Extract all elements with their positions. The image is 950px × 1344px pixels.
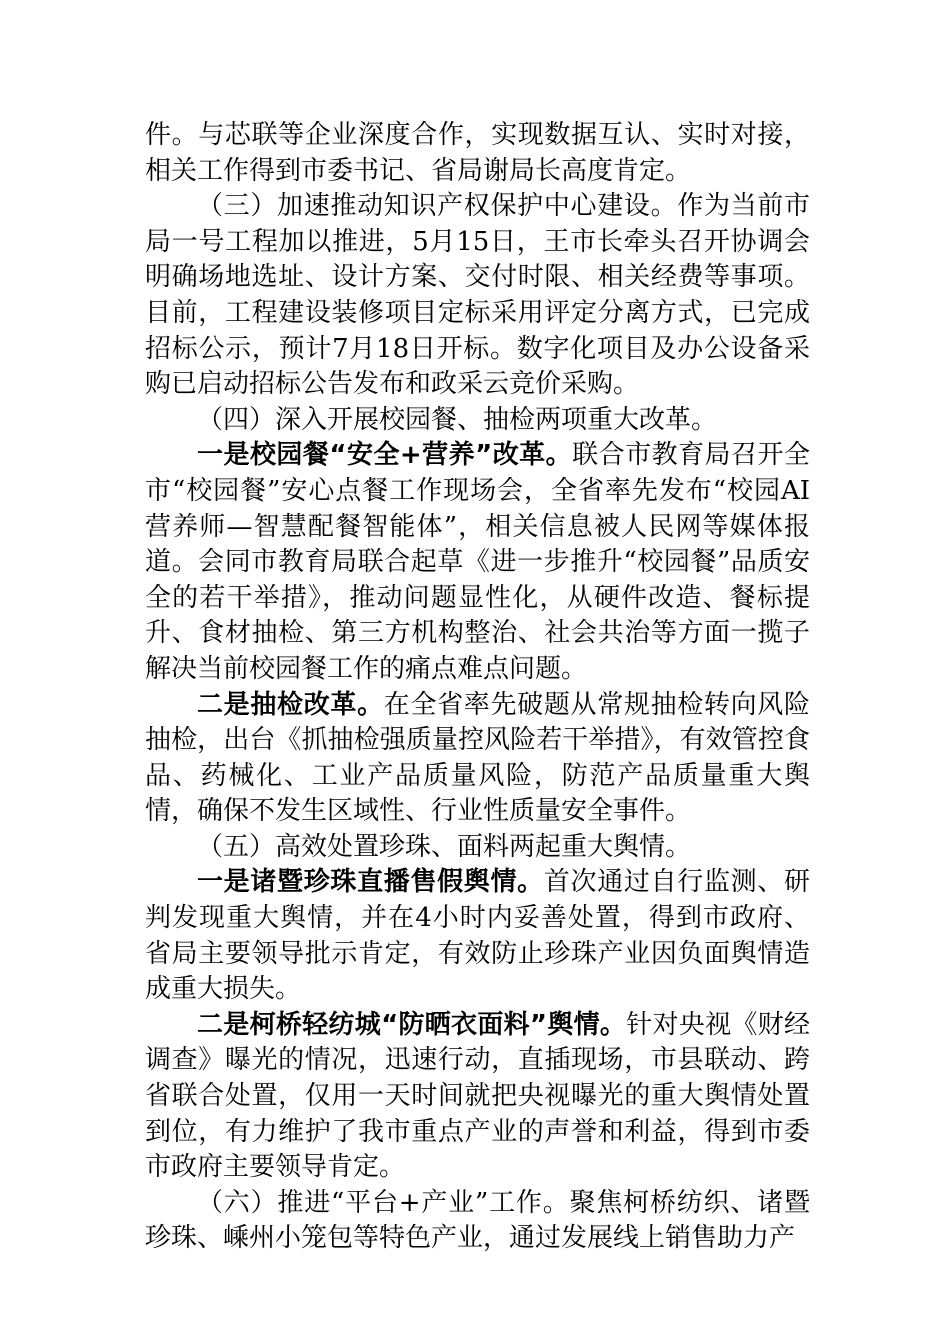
paragraph-ip-center	[145, 189, 810, 403]
paragraph-lead: 二是抽检改革。	[197, 689, 384, 720]
paragraph-text: （五）高效处置珍珠、面料两起重大舆情。	[197, 831, 692, 862]
paragraph-text: 首次通过自行监测、研判发现重大舆情，并在4小时内妥善处置，得到市政府、省局主要领导批示肯定，有效防止珍珠产业因负面舆情造成重大损失。	[145, 867, 810, 1005]
paragraph-lead: 一是校园餐“安全+营养”改革。	[197, 440, 573, 471]
paragraph-pearl-incident	[145, 865, 810, 1007]
paragraph-text: （四）深入开展校园餐、抽检两项重大改革。	[197, 404, 718, 435]
paragraph-heading-reforms	[145, 403, 810, 439]
paragraph-text: 在全省率先破题从常规抽检转向风险抽检，出台《抓抽检强质量控风险若干举措》，有效管控食品、药械化、工业产品质量风险，防范产品质量重大舆情，确保不发生区域性、行业性质量安全事件。	[145, 689, 810, 827]
paragraph-continuation	[145, 118, 810, 189]
paragraph-school-meal-reform	[145, 438, 810, 687]
paragraph-text: 件。与芯联等企业深度合作，实现数据互认、实时对接，相关工作得到市委书记、省局谢局长高度肯定。	[145, 120, 810, 186]
paragraph-text: 针对央视《财经调查》曝光的情况，迅速行动，直插现场，市县联动、跨省联合处置，仅用一天时间就把央视曝光的重大舆情处置到位，有力维护了我市重点产业的声誉和利益，得到市委市政府主要领导肯定。	[145, 1009, 810, 1183]
paragraph-text: （三）加速推动知识产权保护中心建设。作为当前市局一号工程加以推进，5月15日，王市长牵头召开协调会明确场地选址、设计方案、交付时限、相关经费等事项。目前，工程建设装修项目定标采用评定分离方式，已完成招标公示，预计7月18日开标。数字化项目及办公设备采购已启动招标公告发布和政采云竞价采购。	[145, 191, 810, 400]
paragraph-lead: 一是诸暨珍珠直播售假舆情。	[197, 867, 544, 898]
paragraph-platform-industry	[145, 1186, 810, 1257]
paragraph-lead: 二是柯桥轻纺城“防晒衣面料”舆情。	[197, 1009, 627, 1040]
paragraph-text: 联合市教育局召开全市“校园餐”安心点餐工作现场会，全省率先发布“校园AI营养师—智慧配餐智能体”，相关信息被人民网等媒体报道。会同市教育局联合起草《进一步推升“校园餐”品质安全的若干举措》，推动问题显性化，从硬件改造、餐标提升、食材抽检、第三方机构整治、社会共治等方面一揽子解决当前校园餐工作的痛点难点问题。	[145, 440, 810, 684]
paragraph-sampling-reform	[145, 688, 810, 830]
paragraph-text: （六）推进“平台+产业”工作。聚焦柯桥纺织、诸暨珍珠、嵊州小笼包等特色产业，通过发展线上销售助力产	[145, 1187, 810, 1254]
paragraph-heading-public-opinion	[145, 830, 810, 866]
paragraph-fabric-incident	[145, 1008, 810, 1186]
document-body	[145, 118, 810, 1257]
